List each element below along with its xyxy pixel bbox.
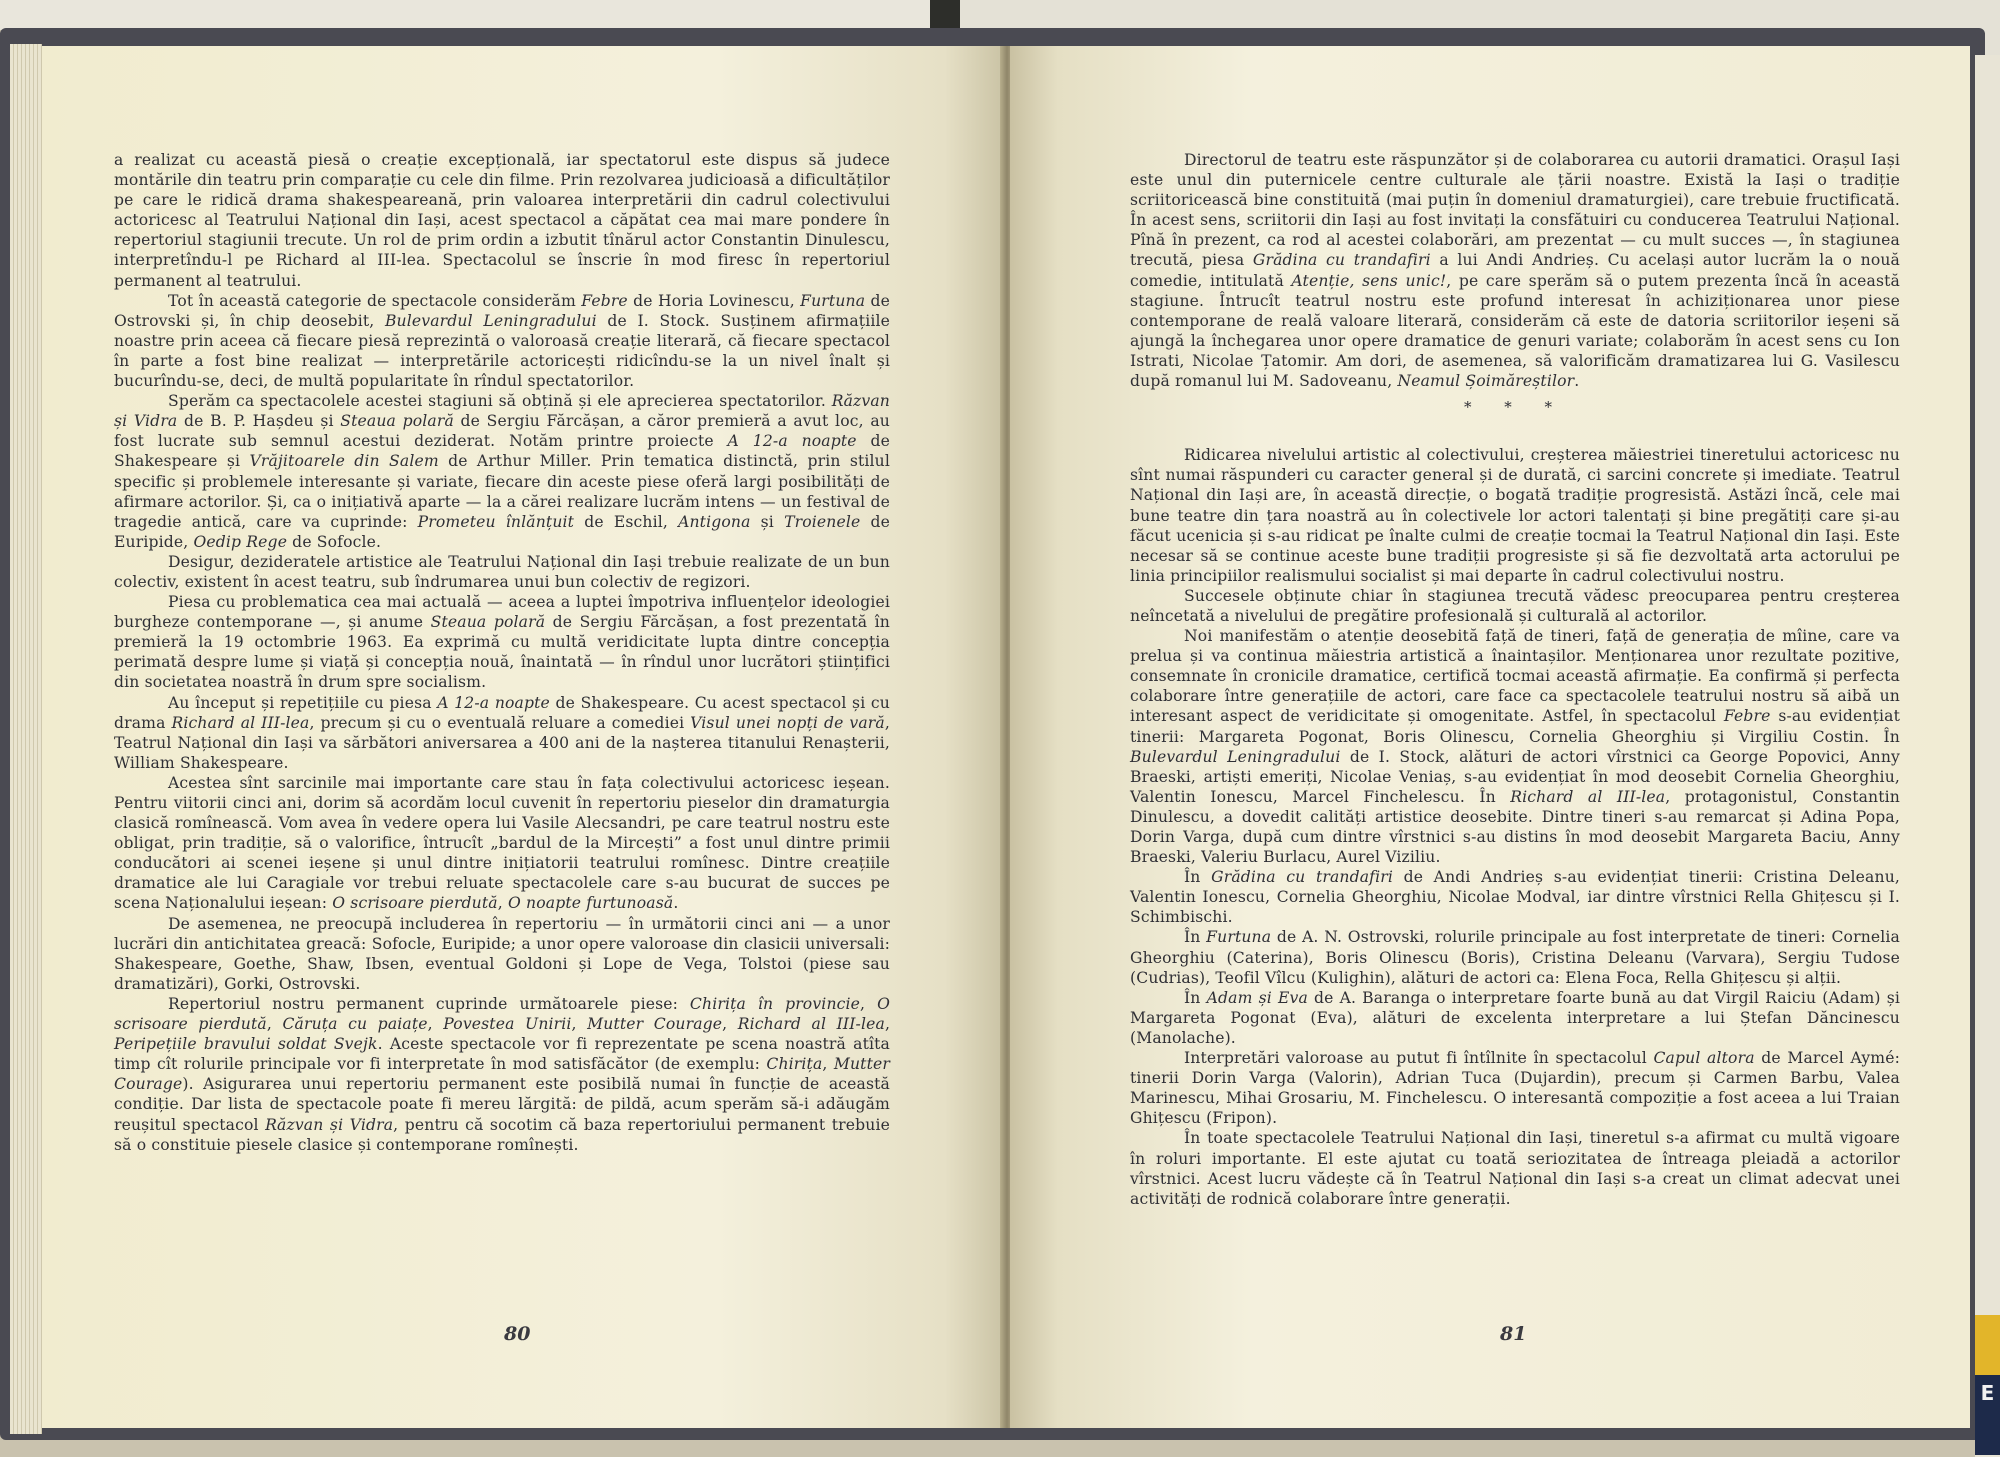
text-run: , bbox=[266, 1015, 283, 1034]
italic-title: Capul altora bbox=[1653, 1049, 1755, 1068]
text-run: de Ostrovski și, în chip deosebit, bbox=[114, 291, 891, 330]
text-run: a lui Andi Andrieș. Cu același autor lucrăm la o nouă comedie, intitulată bbox=[1130, 251, 1900, 290]
text-run: de A. N. Ostrovski, rolurile principale au fost interpretate de tineri: Cornelia Gheorghiu (Caterina), Boris Olinescu (Boris), Cristina Deleanu (Varvara), Sergiu Tudose (Cudrias), Teofil Vîlcu (Kulighin), alături de actori ca: Elena Foca, Rella Ghițescu și alții. bbox=[1130, 928, 1900, 987]
italic-title: Atenție, sens unic! bbox=[1291, 271, 1447, 290]
paragraph bbox=[114, 773, 890, 914]
text-run: de Eschil, bbox=[574, 512, 679, 531]
adjacent-book-edge bbox=[1975, 55, 2000, 1457]
text-run: , precum și cu o eventuală reluare a comediei bbox=[309, 713, 691, 732]
italic-title: O scrisoare pierdută bbox=[332, 894, 498, 913]
italic-title: Troienele bbox=[784, 512, 861, 531]
italic-title: Povestea Unirii bbox=[443, 1015, 572, 1034]
text-run: de Marcel Aymé: tinerii Dorin Varga (Valorin), Adrian Tuca (Dujardin), precum și Carmen Barbu, Valea Marinescu, Mihai Grosariu, M. Finchelescu. O interesantă compoziție a fost aceea a lui Traian Ghițescu (Fripon). bbox=[1130, 1049, 1900, 1128]
right-text-before-divider bbox=[1130, 150, 1900, 391]
italic-title: Febre bbox=[1723, 707, 1771, 726]
text-run: Succesele obținute chiar în stagiunea trecută vădesc preocuparea pentru creșterea neîncetată a nivelului de pregătire profesională și culturală al actorilor. bbox=[1130, 586, 1900, 625]
right-page bbox=[1010, 46, 1970, 1428]
text-run: Ridicarea nivelului artistic al colectivului, creșterea măiestriei tineretului actoricesc nu sînt numai răspunderi cu caracter general și de durată, ci sarcini concrete și imediate. Teatrul Național din Iași are, în această direcție, o bogată tradiție progresistă. Astăzi încă, cele mai bune teatre din țara noastră au în colectivele lor actori talentați și bine pregătiți care și-au făcut ucenicia și s-au ridicat pe înalte culmi de creație tocmai la Teatrul Național din Iași. Este necesar să se continue aceste bune tradiții progresiste și să fie dezvoltată arta actorului pe linia principiilor realismului socialist și mai departe în cadrul colectivului nostru. bbox=[1130, 446, 1900, 585]
paragraph bbox=[114, 150, 890, 291]
italic-title: Oedip Rege bbox=[193, 532, 288, 551]
text-run: , Teatrul Național din Iași va sărbători aniversarea a 400 ani de la nașterea titanului Renașterii, William Shakespeare. bbox=[114, 713, 890, 772]
italic-title: Grădina cu trandafiri bbox=[1252, 251, 1431, 270]
paragraph bbox=[1130, 445, 1900, 586]
text-run: a realizat cu această piesă o creație excepțională, iar spectatorul este dispus să judece montările din teatru prin comparație cu cele din filme. Prin rezolvarea judicioasă a dificultăților pe care le ridică drama shakespeareană, prin valoarea interpretării din cadrul colectivului actoricesc al Teatrului Național din Iași, acest spectacol a căpătat cea mai mare pondere în repertoriul stagiunii trecute. Un rol de prim ordin a izbutit tînărul actor Constantin Dinulescu, interpretîndu-l pe Richard al III-lea. Spectacolul se înscrie în mod firesc în repertoriul permanent al teatrului. bbox=[114, 151, 890, 290]
italic-title: Furtuna bbox=[800, 291, 866, 310]
paragraph bbox=[114, 391, 890, 552]
text-run: Sperăm ca spectacolele acestei stagiuni să obțină și ele aprecierea spectatorilor. bbox=[168, 392, 832, 411]
paragraph bbox=[1130, 626, 1900, 867]
text-run: de Sofocle. bbox=[287, 532, 382, 551]
text-run: În bbox=[1184, 988, 1207, 1007]
italic-title: O noapte furtunoasă bbox=[507, 894, 674, 913]
text-run: . Aceste spectacole vor fi reprezentate pe scena noastră atîta timp cît rolurile principale vor fi interpretate în mod satisfăcător (de exemplu: bbox=[114, 1035, 890, 1074]
text-run: De asemenea, ne preocupă includerea în repertoriu — în următorii cinci ani — a unor lucrări din antichitatea greacă: Sofocle, Euripide; a unor opere valoroase din clasicii universali: Shakespeare, Goethe, Shaw, Ibsen, eventual Goldoni și Lope de Vega, Tolstoi (piese sau dramatizări), Gorki, Ostrovski. bbox=[114, 914, 890, 993]
page-edges bbox=[10, 44, 42, 1434]
left-page bbox=[42, 46, 1002, 1428]
text-run: , bbox=[427, 1015, 444, 1034]
text-run: În toate spectacolele Teatrului Național din Iași, tineretul s-a afirmat cu multă vigoare în roluri importante. El este ajutat cu toată seriozitatea de întreaga pleiadă a actorilor vîrstnici. Acest lucru vădește că în Teatrul Național din Iași s-a creat un climat adecvat unei activități de rodnică colaborare între generații. bbox=[1130, 1129, 1900, 1208]
text-run: de Shakespeare și bbox=[114, 432, 890, 471]
italic-title: Furtuna bbox=[1206, 928, 1272, 947]
text-run: de Horia Lovinescu, bbox=[627, 291, 801, 310]
italic-title: Grădina cu trandafiri bbox=[1211, 868, 1393, 887]
italic-title: Căruța cu paiațe bbox=[282, 1015, 428, 1034]
text-run: ). Asigurarea unui repertoriu permanent este posibilă numai în funcție de această condiție. Dar lista de spectacole poate fi mereu lărgită: de pildă, acum sperăm să-i adăugăm reușitul spectacol bbox=[114, 1075, 890, 1134]
text-run: Interpretări valoroase au putut fi întîlnite în spectacolul bbox=[1184, 1049, 1654, 1068]
text-run: , bbox=[722, 1015, 738, 1034]
italic-title: Visul unei nopți de vară bbox=[690, 713, 885, 732]
text-run: , pentru că socotim că baza repertoriului permanent trebuie să o constituie piesele clasice și contemporane romînești. bbox=[114, 1115, 891, 1154]
text-run: Au început și repetițiile cu piesa bbox=[168, 693, 438, 712]
right-page-text bbox=[1130, 150, 1900, 1209]
paragraph bbox=[1130, 867, 1900, 927]
section-divider: * * * bbox=[1463, 398, 1567, 417]
italic-title: Febre bbox=[581, 291, 628, 310]
paragraph bbox=[114, 693, 890, 773]
text-run: . bbox=[673, 894, 679, 913]
text-run: , bbox=[884, 1015, 891, 1034]
page-number-right: 81 bbox=[1500, 1323, 1527, 1345]
text-run: În bbox=[1184, 928, 1207, 947]
italic-title: Bulevardul Leningradului bbox=[1130, 747, 1341, 766]
italic-title: Steaua polară bbox=[430, 613, 546, 632]
text-run: de I. Stock, alături de actori vîrstnici ca George Popovici, Anny Braeski, artiști emeriți, Nicolae Veniaș, s-au evidențiat în mod deosebit Cornelia Gheorghiu, Valentin Ionescu, Marcel Finchelescu. În bbox=[1130, 747, 1901, 806]
text-run: de Sergiu Fărcășan, a căror premieră a avut loc, au fost lucrate sub semnul acestui deziderat. Notăm printre proiecte bbox=[114, 412, 890, 451]
text-run: , protagonistul, Constantin Dinulescu, a dovedit calități artistice deosebite. Dintre tineri s-au remarcat și Adina Popa, Dorin Varga, după cum dintre vîrstnici s-au distins în mod deosebit Margareta Baciu, Anny Braeski, Valeriu Burlacu, Aurel Viziliu. bbox=[1130, 787, 1900, 867]
italic-title: Bulevardul Leningradului bbox=[384, 311, 597, 330]
paragraph bbox=[114, 291, 890, 391]
paragraph bbox=[1130, 586, 1900, 626]
italic-title: A 12-a noapte bbox=[437, 693, 550, 712]
text-run: de A. Baranga o interpretare foarte bună au dat Virgil Raiciu (Adam) și Margareta Pogonat (Eva), alături de excelenta interpretare a lui Ștefan Dăncinescu (Manolache). bbox=[1130, 988, 1900, 1047]
text-run: , bbox=[497, 894, 508, 913]
italic-title: Mutter Courage bbox=[114, 1055, 891, 1094]
italic-title: Richard al III-lea bbox=[737, 1015, 885, 1034]
italic-title: Steaua polară bbox=[340, 412, 454, 431]
text-run: În bbox=[1184, 868, 1212, 887]
text-run: de Andi Andrieș s-au evidențiat tinerii: Cristina Deleanu, Valentin Ionescu, Cornelia Gheorghiu, Nicolae Modval, iar dintre vîrstnici Rella Ghițescu și I. Schimbischi. bbox=[1130, 868, 1900, 927]
italic-title: O scrisoare pierdută bbox=[114, 994, 890, 1034]
paragraph bbox=[1130, 988, 1900, 1048]
text-run: și bbox=[750, 512, 785, 531]
text-run: , bbox=[822, 1055, 834, 1074]
text-run: Tot în această categorie de spectacole considerăm bbox=[168, 291, 582, 310]
text-run: Repertoriul nostru permanent cuprinde următoarele piese: bbox=[168, 994, 690, 1013]
italic-title: Adam și Eva bbox=[1206, 988, 1308, 1007]
text-run: , bbox=[860, 994, 878, 1013]
italic-title: Richard al III-lea bbox=[171, 713, 310, 732]
paragraph bbox=[1130, 927, 1900, 987]
italic-title: A 12-a noapte bbox=[727, 432, 857, 451]
italic-title: Chirița în provincie bbox=[689, 994, 861, 1013]
text-run: s-au evidențiat tinerii: Margareta Pogonat, Boris Olinescu, Cornelia Gheorghiu și Virgiliu Costin. În bbox=[1130, 707, 1900, 746]
left-page-text bbox=[114, 150, 890, 1155]
text-run: , pe care sperăm să o putem prezenta încă în această stagiune. Întrucît teatrul nostru este profund interesat în achiziționarea unor piese contemporane de reală valoare literară, considerăm că este de datoria scriitorilor ieșeni să ajungă la închegarea unor opere dramatice de genuri variate; colaborăm în acest sens cu Ion Istrati, Nicolae Țatomir. Am dori, de asemenea, să valorificăm dramatizarea lui G. Vasilescu după romanul lui M. Sadoveanu, bbox=[1130, 271, 1901, 391]
italic-title: Chirița bbox=[766, 1055, 823, 1074]
text-run: Noi manifestăm o atenție deosebită față de tineri, față de generația de mîine, care va prelua și va continua măiestria artistică a înaintașilor. Menționarea unor rezultate pozitive, consemnate în cronicile dramatice, certifică tocmai această afirmație. Ea confirmă și perfecta colaborare între generațiile de actori, care face ca spectacolele teatrului nostru să aibă un interesant aspect de veridicitate și omogenitate. Astfel, în spectacolul bbox=[1130, 627, 1900, 726]
italic-title: Răzvan și Vidra bbox=[114, 392, 890, 431]
italic-title: Răzvan și Vidra bbox=[265, 1115, 394, 1134]
page-number-left: 80 bbox=[504, 1323, 531, 1345]
text-run: de Arthur Miller. Prin tematica distinctă, prin stilul specific și problemele interesante și variate, fiecare din aceste piese oferă largi posibilități de afirmare actorilor. Și, ca o inițiativă aparte — la a cărei realizare lucrăm intens — un festival de tragedie antică, care va cuprinde: bbox=[114, 452, 891, 531]
italic-title: Neamul Șoimăreștilor bbox=[1397, 372, 1575, 391]
italic-title: Richard al III-lea bbox=[1510, 787, 1666, 806]
paragraph bbox=[114, 592, 890, 692]
adjacent-book-spine-label: E bbox=[1975, 1375, 2000, 1455]
text-run: de Euripide, bbox=[114, 512, 890, 551]
text-run: . bbox=[1574, 372, 1580, 391]
text-run: Piesa cu problematica cea mai actuală — aceea a luptei împotriva influențelor ideologiei burgheze contemporane —, și anume bbox=[114, 593, 890, 632]
text-run: Directorul de teatru este răspunzător și de colaborarea cu autorii dramatici. Orașul Iași este unul din puternicele centre culturale ale țării noastre. Există la Iași o tradiție scriitoricească bine constituită (mai puțin în domeniul dramaturgiei), care trebuie fructificată. În acest sens, scriitorii din Iași au fost invitați la consfătuiri cu conducerea Teatrului Național. Pînă în prezent, ca rod al acestei colaborări, am prezentat — cu mult succes —, în stagiunea trecută, piesa bbox=[1130, 151, 1900, 270]
paragraph bbox=[1130, 1048, 1900, 1128]
paragraph bbox=[114, 994, 890, 1155]
paragraph bbox=[1130, 1128, 1900, 1208]
text-run: , bbox=[571, 1015, 588, 1034]
text-run: de B. P. Hașdeu și bbox=[177, 412, 341, 431]
italic-title: Antigona bbox=[678, 512, 751, 531]
text-run: de Shakespeare. Cu acest spectacol și cu drama bbox=[114, 693, 890, 732]
text-run: de I. Stock. Susținem afirmațiile noastre prin aceea că fiecare piesă reprezintă o valoroasă creație literară, că fiecare spectacol în parte a fost bine realizat — interpretările actoricești ridicîndu-se la un nivel înalt și bucurîndu-se, deci, de multă popularitate în rîndul spectatorilor. bbox=[114, 311, 890, 391]
right-text-after-divider bbox=[1130, 445, 1900, 1209]
text-run: de Sergiu Fărcășan, a fost prezentată în premieră la 19 octombrie 1963. Ea exprimă cu multă veridicitate lupta dintre concepția perimată despre lume și viață și concepția nouă, înaintată — în rîndul unor lucrători științifici din societatea noastră în drum spre socialism. bbox=[114, 613, 890, 692]
text-run: Acestea sînt sarcinile mai importante care stau în fața colectivului actoricesc ieșean. Pentru viitorii cinci ani, dorim să acordăm locul cuvenit în repertoriu pieselor din dramaturgia clasică romînească. Vom avea în vedere opera lui Vasile Alecsandri, pe care teatrul nostru este obligat, prin tradiție, să o valorifice, întrucît „bardul de la Mircești” a fost unul dintre primii conducători ai scenei ieșene și unul dintre inițiatorii teatrului romînesc. Dintre creațiile dramatice ale lui Caragiale vor trebui reluate spectacolele care s-au bucurat de succes pe scena Naționalului ieșean: bbox=[114, 773, 890, 913]
scan-background bbox=[0, 0, 930, 30]
text-run: Desigur, dezideratele artistice ale Teatrului Național din Iași trebuie realizate de un bun colectiv, existent în acest teatru, sub îndrumarea unui bun colectiv de regizori. bbox=[114, 552, 890, 591]
italic-title: Prometeu înlănțuit bbox=[417, 512, 575, 531]
italic-title: Mutter Courage bbox=[587, 1015, 723, 1034]
paragraph bbox=[1130, 150, 1900, 391]
paragraph bbox=[114, 552, 890, 592]
paragraph bbox=[114, 914, 890, 994]
italic-title: Peripețiile bravului soldat Svejk bbox=[114, 1035, 378, 1054]
italic-title: Vrăjitoarele din Salem bbox=[249, 452, 439, 471]
